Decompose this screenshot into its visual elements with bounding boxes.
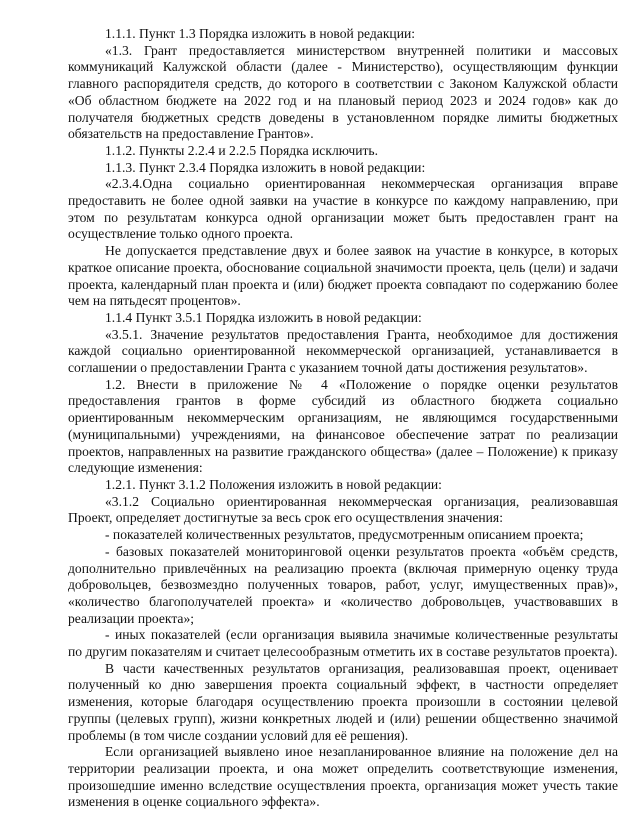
paragraph-quote-2-3-4: «2.3.4.Одна социально ориентированная некоммерческая организация вправе предоставить не более одной заявки на участие в конкурсе по каждому направлению, при этом по результатам конкурса одной организации может быть предоставлен грант на осуществление только одного проекта. <box>68 176 618 242</box>
paragraph-1-2-1: 1.2.1. Пункт 3.1.2 Положения изложить в новой редакции: <box>105 476 442 492</box>
paragraph-qualitative-results: В части качественных результатов организация, реализовавшая проект, оценивает полученный ко дню завершения проекта социальный эффект, в частности определяет изменения, которые благодаря осуществлению проекта произошли в состоянии целевой группы (целевых групп), жизни конкретных людей и (или) решении общественно значимой проблемы (в том числе создании условий для её решения). <box>68 660 618 743</box>
paragraph-quote-1-3: «1.3. Грант предоставляется министерством внутренней политики и массовых коммуникаций Калужской области (далее - Министерство), осуществляющим функции главного распорядителя средств, до которого в соответствии с Законом Калужской области «Об областном бюджете на 2022 год и на плановый период 2023 и 2024 годов» как до получателя бюджетных средств доведены в установленном порядке лимиты бюджетных обязательств на предоставление Грантов». <box>68 42 618 142</box>
paragraph-1-1-4: 1.1.4 Пункт 3.5.1 Порядка изложить в новой редакции: <box>105 309 422 325</box>
paragraph-1-1-1: 1.1.1. Пункт 1.3 Порядка изложить в новой редакции: <box>105 26 416 41</box>
paragraph-quote-3-1-2: «3.1.2 Социально ориентированная некоммерческая организация, реализовавшая Проект, определяет достигнутые за весь срок его осуществления значения: <box>68 493 618 526</box>
paragraph-1-1-3: 1.1.3. Пункт 2.3.4 Порядка изложить в новой редакции: <box>105 159 426 175</box>
list-item-quantitative-results: - показателей количественных результатов, предусмотренным описанием проекта; <box>105 527 584 543</box>
paragraph-1-1-2: 1.1.2. Пункты 2.2.4 и 2.2.5 Порядка исключить. <box>105 142 379 158</box>
paragraph-unplanned-impact: Если организацией выявлено иное незапланированное влияние на положение дел на территории реализации проекта, и она может определить соответствующие изменения, произошедшие именно вследствие осуществления проекта, организация может учесть такие изменения в оценке социального эффекта». <box>68 744 618 810</box>
paragraph-no-duplicate-applications: Не допускается представление двух и более заявок на участие в конкурсе, в которых краткое описание проекта, обоснование социальной значимости проекта, цель (цели) и задачи проекта, календарный план проекта и (или) бюджет проекта совпадают по содержанию более чем на пятьдесят процентов». <box>68 243 618 309</box>
list-item-base-indicators: - базовых показателей мониторинговой оценки результатов проекта «объём средств, дополнительно привлечённых на реализацию проекта (включая примерную оценку труда добровольцев, безвозмездно полученных товаров, работ, услуг, имущественных прав)», «количество благополучателей проекта» и «количество добровольцев, участвовавших в реализации проекта»; <box>68 543 618 626</box>
paragraph-1-2: 1.2. Внести в приложение № 4 «Положение о порядке оценки результатов предоставления грантов в форме субсидий из областного бюджета социально ориентированным некоммерческим организациям, не являющимся государственными (муниципальными) учреждениями, на финансовое обеспечение затрат по реализации проектов, направленных на развитие гражданского общества» (далее – Положение) к приказу следующие изменения: <box>68 376 618 476</box>
paragraph-quote-3-5-1: «3.5.1. Значение результатов предоставления Гранта, необходимое для достижения каждой социально ориентированной некоммерческой организацией, устанавливается в соглашении о предоставлении Гранта с указанием точной даты достижения результатов». <box>68 326 618 376</box>
list-item-other-indicators: - иных показателей (если организация выявила значимые количественные результаты по другим показателям и считает целесообразным отметить их в составе результатов проекта). <box>68 627 618 660</box>
